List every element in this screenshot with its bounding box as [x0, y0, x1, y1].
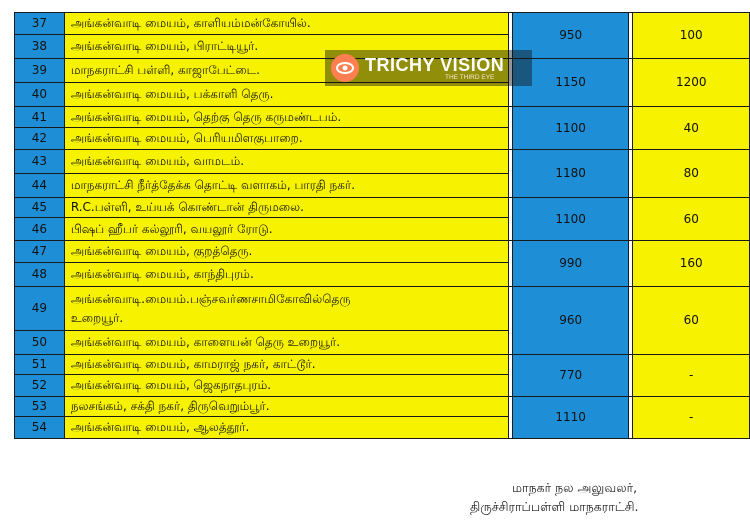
watermark-title: TRICHY VISION: [365, 55, 505, 75]
row-number: 41: [15, 107, 65, 128]
table-row: [15, 13, 750, 35]
row-number: 43: [15, 150, 65, 174]
eye-logo-icon: [331, 54, 359, 82]
table-row: [15, 241, 750, 263]
value-cell: 80: [633, 150, 750, 198]
place-name: மாநகராட்சி பள்ளி, காஜாபேட்டை.: [64, 59, 508, 83]
place-name: அங்கன்வாடி மையம், காளியம்மன்கோயில்.: [64, 13, 508, 35]
row-number: 39: [15, 59, 65, 83]
place-name: மாநகராட்சி நீர்த்தேக்க தொட்டி வளாகம், பாரதி நகர்.: [64, 174, 508, 198]
row-number: 46: [15, 218, 65, 241]
place-name: அங்கன்வாடி மையம், காளையன் தெரு உறையூர்.: [64, 331, 508, 355]
count-cell: 1150: [512, 59, 629, 107]
value-cell: 160: [633, 241, 750, 287]
count-cell: 1110: [512, 397, 629, 439]
count-cell: 770: [512, 355, 629, 397]
table-row: [15, 150, 750, 174]
place-name: அங்கன்வாடி மையம், வாமடம்.: [64, 150, 508, 174]
place-name: அங்கன்வாடி மையம், காந்திபுரம்.: [64, 263, 508, 287]
place-name-continued: உறையூர்.: [70, 310, 124, 325]
place-name: அங்கன்வாடி மையம், பிராட்டியூர்.: [64, 35, 508, 59]
place-name: அங்கன்வாடி மையம், ஜெகநாதபுரம்.: [64, 375, 508, 397]
count-cell: 1100: [512, 107, 629, 150]
value-cell: -: [633, 355, 750, 397]
row-number: 47: [15, 241, 65, 263]
value-cell: 100: [633, 13, 750, 59]
value-cell: 1200: [633, 59, 750, 107]
table-row: [15, 107, 750, 128]
place-name: அங்கன்வாடி மையம், தெற்கு தெரு கருமண்டபம்.: [64, 107, 508, 128]
table-row: [15, 355, 750, 375]
value-cell: 60: [633, 287, 750, 355]
office-name: திருச்சிராப்பள்ளி மாநகராட்சி.: [470, 499, 639, 515]
row-number: 49: [15, 287, 65, 331]
watermark-tagline: THE THIRD EYE: [445, 74, 495, 81]
count-cell: 1180: [512, 150, 629, 198]
row-number: 48: [15, 263, 65, 287]
value-cell: 60: [633, 198, 750, 241]
place-name: அங்கன்வாடி மையம், ஆலத்தூர்.: [64, 417, 508, 439]
row-number: 54: [15, 417, 65, 439]
count-cell: 960: [512, 287, 629, 355]
row-number: 50: [15, 331, 65, 355]
table-row: [15, 198, 750, 218]
row-number: 44: [15, 174, 65, 198]
row-number: 51: [15, 355, 65, 375]
watermark-text: [365, 55, 504, 81]
table-row: [15, 287, 750, 331]
count-cell: 990: [512, 241, 629, 287]
row-number: 52: [15, 375, 65, 397]
signature-block: [470, 478, 730, 517]
place-name: அங்கன்வாடி மையம், குறத்தெரு.: [64, 241, 508, 263]
place-name: அங்கன்வாடி மையம், காமராஜ் நகர், காட்டூர்.: [64, 355, 508, 375]
place-name-multiline: [64, 287, 508, 331]
count-cell: 1100: [512, 198, 629, 241]
place-name: நலசங்கம், சக்தி நகர், திருவெறும்பூர்.: [64, 397, 508, 417]
table-row: [15, 397, 750, 417]
trichy-vision-watermark: [325, 50, 532, 86]
row-number: 45: [15, 198, 65, 218]
place-name: அங்கன்வாடி மையம், பக்காளி தெரு.: [64, 83, 508, 107]
row-number: 40: [15, 83, 65, 107]
count-cell: 950: [512, 13, 629, 59]
row-number: 37: [15, 13, 65, 35]
place-name: அங்கன்வாடி மையம், பெரியமிளகுபாறை.: [64, 128, 508, 150]
place-name: R.C.பள்ளி, உய்யக் கொண்டான் திருமலை.: [64, 198, 508, 218]
row-number: 38: [15, 35, 65, 59]
value-cell: -: [633, 397, 750, 439]
value-cell: 40: [633, 107, 750, 150]
row-number: 53: [15, 397, 65, 417]
row-number: 42: [15, 128, 65, 150]
place-name: பிஷப் ஹீபர் கல்லூரி, வயலூர் ரோடு.: [64, 218, 508, 241]
place-name: அங்கன்வாடி.மையம்.பஞ்சவர்ணசாமிகோவில்தெரு: [70, 291, 351, 306]
officer-title: மாநகர் நல அலுவலர்,: [512, 480, 638, 495]
